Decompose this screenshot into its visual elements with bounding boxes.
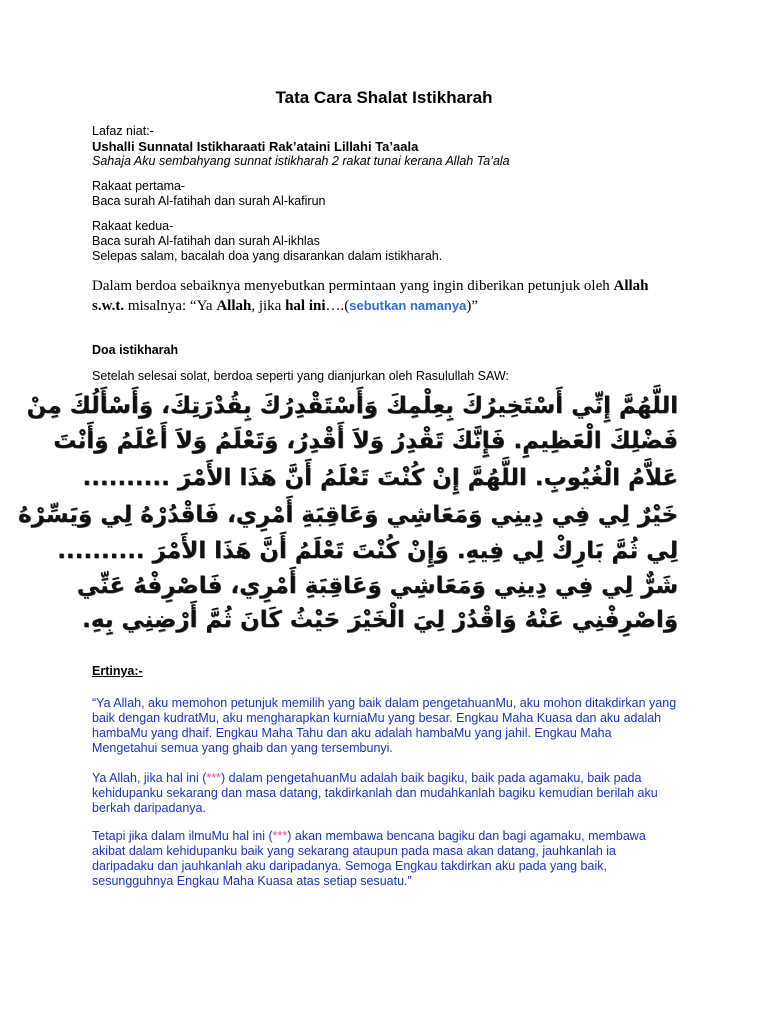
note-allah: Allah <box>613 278 649 294</box>
rakaat2-text: Baca surah Al-fatihah dan surah Al-ikhlas <box>92 234 320 248</box>
note-sebutkan: sebutkan namanya <box>349 298 467 313</box>
note-misalnya: misalnya: “Ya <box>124 298 217 314</box>
rakaat-pertama-section <box>92 179 682 209</box>
p2-end: ) dalam pengetahuanMu adalah baik bagiku, baik pada agamaku, baik pada kehidupanku sekarang dan masa datang, takdirkanlah dan mudahkanlah bagiku kemudian berilah aku berkah daripadanya. <box>92 771 658 815</box>
note-close: )” <box>466 298 478 314</box>
ertinya-paragraph-3 <box>92 829 680 889</box>
lafaz-label: Lafaz niat:- <box>92 124 154 138</box>
page-title: Tata Cara Shalat Istikharah <box>275 88 493 107</box>
note-swt: s.w.t. <box>92 298 125 314</box>
rakaat1-text: Baca surah Al-fatihah dan surah Al-kafirun <box>92 194 326 208</box>
note-allah2: Allah <box>216 298 252 314</box>
rakaat-kedua-section <box>92 219 682 264</box>
rakaat2-label: Rakaat kedua- <box>92 219 174 233</box>
arabic-line-3: عَلاَّمُ الْغُيُوبِ. اللَّهُمَّ إِنْ كُنْتَ تَعْلَمُ أَنَّ هَذَا الأَمْرَ .......... <box>82 465 678 491</box>
arabic-line-4: خَيْرٌ لِي فِي دِينِي وَمَعَاشِي وَعَاقِبَةِ أَمْرِي، فَاقْدُرْهُ لِي وَيَسِّرْهُ <box>18 502 678 528</box>
p3-start: Tetapi jika dalam ilmuMu hal ini ( <box>92 829 273 843</box>
arabic-doa-image <box>18 393 678 643</box>
p3-asterisks: *** <box>272 829 288 843</box>
rakaat2-after: Selepas salam, bacalah doa yang disarankan dalam istikharah. <box>92 249 443 263</box>
rakaat1-label: Rakaat pertama- <box>92 179 186 193</box>
arabic-line-1: اللَّهُمَّ إِنِّي أَسْتَخِيرُكَ بِعِلْمِكَ وَأَسْتَقْدِرُكَ بِقُدْرَتِكَ، وَأَسْأَلُكَ مِنْ <box>26 393 678 419</box>
note-paragraph <box>92 276 682 316</box>
lafaz-translation: Sahaja Aku sembahyang sunnat istikharah 2 rakat tunai kerana Allah Ta’ala <box>92 154 510 168</box>
doa-intro: Setelah selesai solat, berdoa seperti yang dianjurkan oleh Rasulullah SAW: <box>92 369 509 383</box>
lafaz-section <box>92 124 682 169</box>
note-part1: Dalam berdoa sebaiknya menyebutkan permintaan yang ingin diberikan petunjuk oleh <box>92 278 614 294</box>
lafaz-niat: Ushalli Sunnatal Istikharaati Rak’ataini Lillahi Ta’aala <box>92 139 419 154</box>
arabic-line-7: وَاصْرِفْنِي عَنْهُ وَاقْدُرْ لِيَ الْخَيْرَ حَيْثُ كَانَ ثُمَّ أَرْضِنِي بِهِ. <box>82 607 678 633</box>
p2-asterisks: *** <box>206 771 222 785</box>
arabic-line-6: شَرٌّ لِي فِي دِينِي وَمَعَاشِي وَعَاقِبَةِ أَمْرِي، فَاصْرِفْهُ عَنِّي <box>76 573 678 599</box>
arabic-line-2: فَضْلِكَ الْعَظِيمِ. فَإِنَّكَ تَقْدِرُ وَلاَ أَقْدِرُ، وَتَعْلَمُ وَلاَ أَعْلَمُ وَأَنْتَ <box>53 428 678 454</box>
note-hal-ini: hal ini <box>285 298 326 314</box>
note-dots: ….( <box>325 298 350 314</box>
doa-heading: Doa istikharah <box>92 343 179 357</box>
ertinya-paragraph-2 <box>92 771 680 816</box>
ertinya-paragraph-1: “Ya Allah, aku memohon petunjuk memilih yang baik dalam pengetahuanMu, aku mohon ditakdirkan yang baik dengan kudratMu, aku mengharapkan kurniaMu yang besar. Engkau Maha Kuasa dan aku adalah hambaMu yang dhaif. Engkau Maha Tahu dan aku adalah hambaMu yang jahil. Engkau Maha Mengetahui semua yang ghaib dan yang tersembunyi. <box>92 696 677 755</box>
note-jika: , jika <box>251 298 286 314</box>
p3-end: ) akan membawa bencana bagiku dan bagi agamaku, membawa akibat dalam kehidupanku baik yang sekarang ataupun pada masa akan datang, jauhkanlah ia daripadaku dan jauhkanlah aku daripadanya. Semoga Engkau takdirkan aku pada yang baik, sesungguhnya Engkau Maha Kuasa atas setiap sesuatu.” <box>92 829 646 888</box>
ertinya-heading: Ertinya:- <box>92 664 143 678</box>
p2-start: Ya Allah, jika hal ini ( <box>92 771 207 785</box>
arabic-line-5: لِي ثُمَّ بَارِكْ لِي فِيهِ. وَإِنْ كُنْتَ تَعْلَمُ أَنَّ هَذَا الأَمْرَ .......... <box>57 538 678 564</box>
